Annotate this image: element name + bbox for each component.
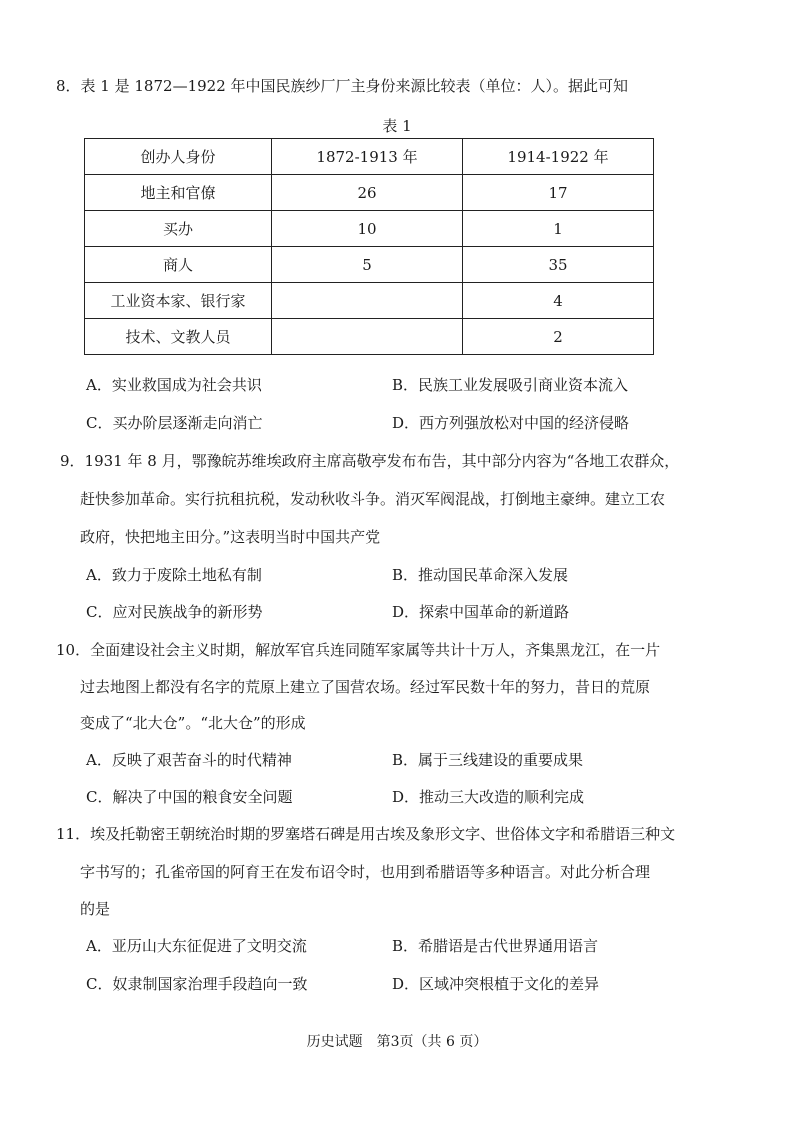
source-table — [84, 138, 654, 355]
table-cell: 17 — [463, 175, 654, 211]
q8-option-d: D．西方列强放松对中国的经济侵略 — [392, 414, 630, 432]
q9-stem-line: 9．1931 年 8 月，鄂豫皖苏维埃政府主席高敬亭发布布告，其中部分内容为“各地工农群众， — [60, 452, 680, 470]
table-cell: 4 — [463, 283, 654, 319]
table-row — [85, 319, 654, 355]
table-cell: 1 — [463, 211, 654, 247]
q8-option-b: B．民族工业发展吸引商业资本流入 — [392, 376, 629, 394]
q9-stem-line: 赶快参加革命。实行抗租抗税，发动秋收斗争。消灭军阀混战，打倒地主豪绅。建立工农 — [80, 490, 666, 508]
table-header-cell: 创办人身份 — [85, 139, 272, 175]
q10-option-a: A．反映了艰苦奋斗的时代精神 — [86, 751, 292, 769]
table-row — [85, 283, 654, 319]
table-header-row — [85, 139, 654, 175]
q11-stem-line: 的是 — [80, 900, 111, 918]
table-header-cell: 1914-1922 年 — [463, 139, 654, 175]
table-cell — [272, 319, 463, 355]
table-row — [85, 247, 654, 283]
q10-option-c: C．解决了中国的粮食安全问题 — [86, 788, 293, 806]
table-cell: 工业资本家、银行家 — [85, 283, 272, 319]
q10-stem-line: 变成了“北大仓”。“北大仓”的形成 — [80, 714, 306, 732]
table-cell: 地主和官僚 — [85, 175, 272, 211]
q9-option-d: D．探索中国革命的新道路 — [392, 603, 570, 621]
q10-stem-line: 10．全面建设社会主义时期，解放军官兵连同随军家属等共计十万人，齐集黑龙江，在一片 — [56, 641, 661, 659]
q11-stem-line: 11．埃及托勒密王朝统治时期的罗塞塔石碑是用古埃及象形文字、世俗体文字和希腊语三种文 — [56, 825, 676, 843]
q11-option-b: B．希腊语是古代世界通用语言 — [392, 937, 599, 955]
table-cell: 10 — [272, 211, 463, 247]
table-cell: 5 — [272, 247, 463, 283]
table-cell: 买办 — [85, 211, 272, 247]
q9-stem-line: 政府，快把地主田分。”这表明当时中国共产党 — [80, 528, 381, 546]
table-cell — [272, 283, 463, 319]
q11-stem-line: 字书写的；孔雀帝国的阿育王在发布诏令时，也用到希腊语等多种语言。对此分析合理 — [80, 863, 651, 881]
q11-option-d: D．区域冲突根植于文化的差异 — [392, 975, 600, 993]
table-cell: 商人 — [85, 247, 272, 283]
table-cell: 35 — [463, 247, 654, 283]
table-cell: 技术、文教人员 — [85, 319, 272, 355]
table-row — [85, 211, 654, 247]
q11-option-c: C．奴隶制国家治理手段趋向一致 — [86, 975, 308, 993]
q9-option-b: B．推动国民革命深入发展 — [392, 566, 569, 584]
page-footer: 历史试题 第3页（共 6 页） — [306, 1034, 488, 1050]
table-cell: 2 — [463, 319, 654, 355]
q8-stem: 8．表 1 是 1872—1922 年中国民族纱厂厂主身份来源比较表（单位：人）。据此可知 — [56, 77, 629, 95]
q8-option-c: C．买办阶层逐渐走向消亡 — [86, 414, 263, 432]
q9-option-c: C．应对民族战争的新形势 — [86, 603, 263, 621]
q10-stem-line: 过去地图上都没有名字的荒原上建立了国营农场。经过军民数十年的努力，昔日的荒原 — [80, 678, 651, 696]
q10-option-d: D．推动三大改造的顺利完成 — [392, 788, 585, 806]
q11-option-a: A．亚历山大东征促进了文明交流 — [86, 937, 307, 955]
table-row — [85, 175, 654, 211]
table-header-cell: 1872-1913 年 — [272, 139, 463, 175]
q10-option-b: B．属于三线建设的重要成果 — [392, 751, 584, 769]
table-caption: 表 1 — [382, 117, 412, 135]
table-cell: 26 — [272, 175, 463, 211]
q9-option-a: A．致力于废除土地私有制 — [86, 566, 262, 584]
q8-option-a: A．实业救国成为社会共识 — [86, 376, 262, 394]
